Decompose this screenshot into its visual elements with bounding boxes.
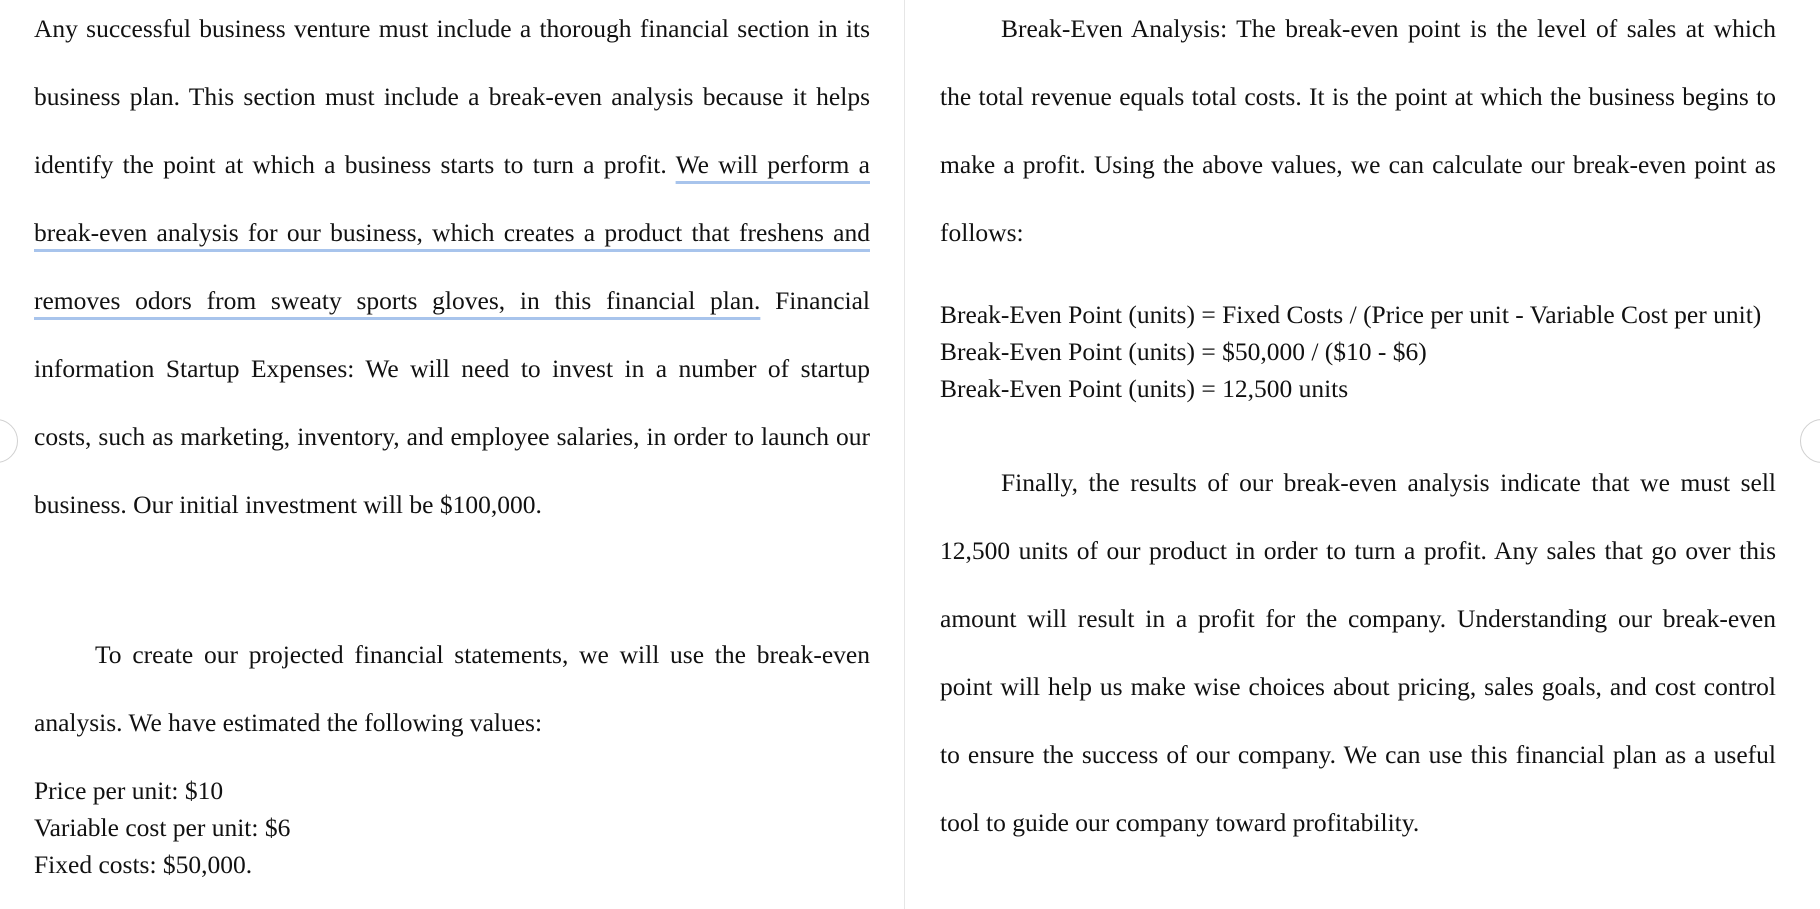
variable-cost-per-unit: Variable cost per unit: $6 <box>34 813 291 842</box>
paragraph-1-tail: Financial information Startup Expenses: We will need to invest in a number of startup costs, such as marketing, inventory, and employee salaries, in order to launch our business. Our initial investment will be $100,000. <box>34 286 870 519</box>
formula-line-2: Break-Even Point (units) = $50,000 / ($10 - $6) <box>940 337 1427 366</box>
formula-line-1: Break-Even Point (units) = Fixed Costs / (Price per unit - Variable Cost per unit) <box>940 300 1762 329</box>
left-page <box>0 0 905 909</box>
paragraph-1-lead: Any successful business venture must include a thorough financial section in its business plan. This section must include a break-even analysis because it helps identify the point at which a business starts to turn a profit. <box>34 14 870 179</box>
price-per-unit: Price per unit: $10 <box>34 776 224 805</box>
left-paragraph-1 <box>34 0 870 539</box>
next-page-button[interactable] <box>1800 419 1820 463</box>
previous-page-button[interactable] <box>0 419 18 463</box>
right-page <box>906 0 1820 909</box>
formula-line-3: Break-Even Point (units) = 12,500 units <box>940 374 1349 403</box>
fixed-costs: Fixed costs: $50,000. <box>34 850 253 879</box>
values-list <box>34 772 870 883</box>
highlighted-sentence[interactable]: We will perform a break-even analysis for our business, which creates a product that freshens and removes odors from sweaty sports gloves, in this financial plan. <box>34 150 870 315</box>
right-paragraph-1: Break-Even Analysis: The break-even point is the level of sales at which the total revenue equals total costs. It is the point at which the business begins to make a profit. Using the above values, we can calculate our break-even point as follows: <box>940 14 1776 247</box>
formula-block <box>940 296 1776 407</box>
right-paragraph-2: Finally, the results of our break-even analysis indicate that we must sell 12,500 units of our product in order to turn a profit. Any sales that go over this amount will result in a profit for the company. Understanding our break-even point will help us make wise choices about pricing, sales goals, and cost control to ensure the success of our company. We can use this financial plan as a useful tool to guide our company toward profitability. <box>940 468 1776 837</box>
left-paragraph-2: To create our projected financial statements, we will use the break-even analysis. We have estimated the following values: <box>34 640 870 737</box>
